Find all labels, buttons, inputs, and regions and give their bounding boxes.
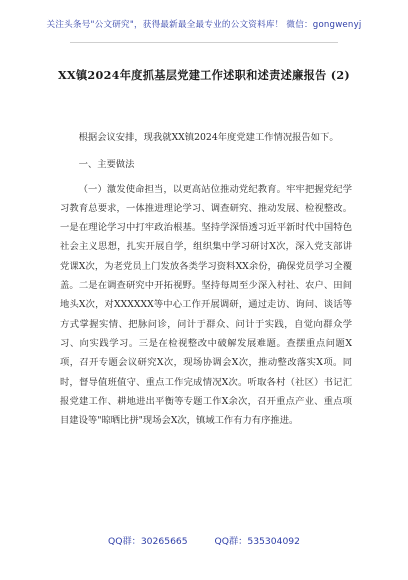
header-notice: 关注头条号"公文研究"，获得最新最全最专业的公文资料库！ 微信：gongwenyj [46,20,362,30]
qq-group-1: QQ群：30265665 [108,536,188,547]
body-paragraph: （一）激发使命担当，以更高站位推动党纪教育。牢牢把握党纪学习教育总要求，一体推进理论学习、调查研究、推动发展、检视整改。一是在理论学习中打牢政治根基。坚持学深悟透习近平新时代中国特色社会主义思想，扎实开展自学，组织集中学习研讨X次，深入党支部讲党课X次，为老党员上门发放各类学习资料XX余份，确保党员学习全覆盖。二是在调查研究中开拓视野。坚持每周至少深入村社、农户、田间地头X次，对XXXXXX等中心工作开展调研，通过走访、询问、谈话等方式掌握实情、把脉问诊，问计于群众、问计于实践，自觉向群众学习、向实践学习。三是在检视整改中破解发展难题。查摆重点问题X项，召开专题会议研究X次，现场协调会X次，推动整改落实X项。同时，督导值班值守、重点工作完成情况X次。听取各村（社区）书记汇报党建工作、耕地进出平衡等专题工作X余次，召开重点产业、重点项目建设等"晾晒比拼"现场会X次，镇域工作有力有序推进。 [60,183,352,427]
document-title: XX镇2024年度抓基层党建工作述职和述责述廉报告 (2) [57,68,351,82]
section-heading: 一、主要做法 [78,159,135,171]
qq-group-2: QQ群：535304092 [214,536,300,547]
intro-paragraph: 根据会议安排，现我就XX镇2024年度党建工作情况报告如下。 [78,132,339,143]
footer-contact [0,533,408,547]
header-divider [70,42,338,43]
document-body [60,128,352,430]
